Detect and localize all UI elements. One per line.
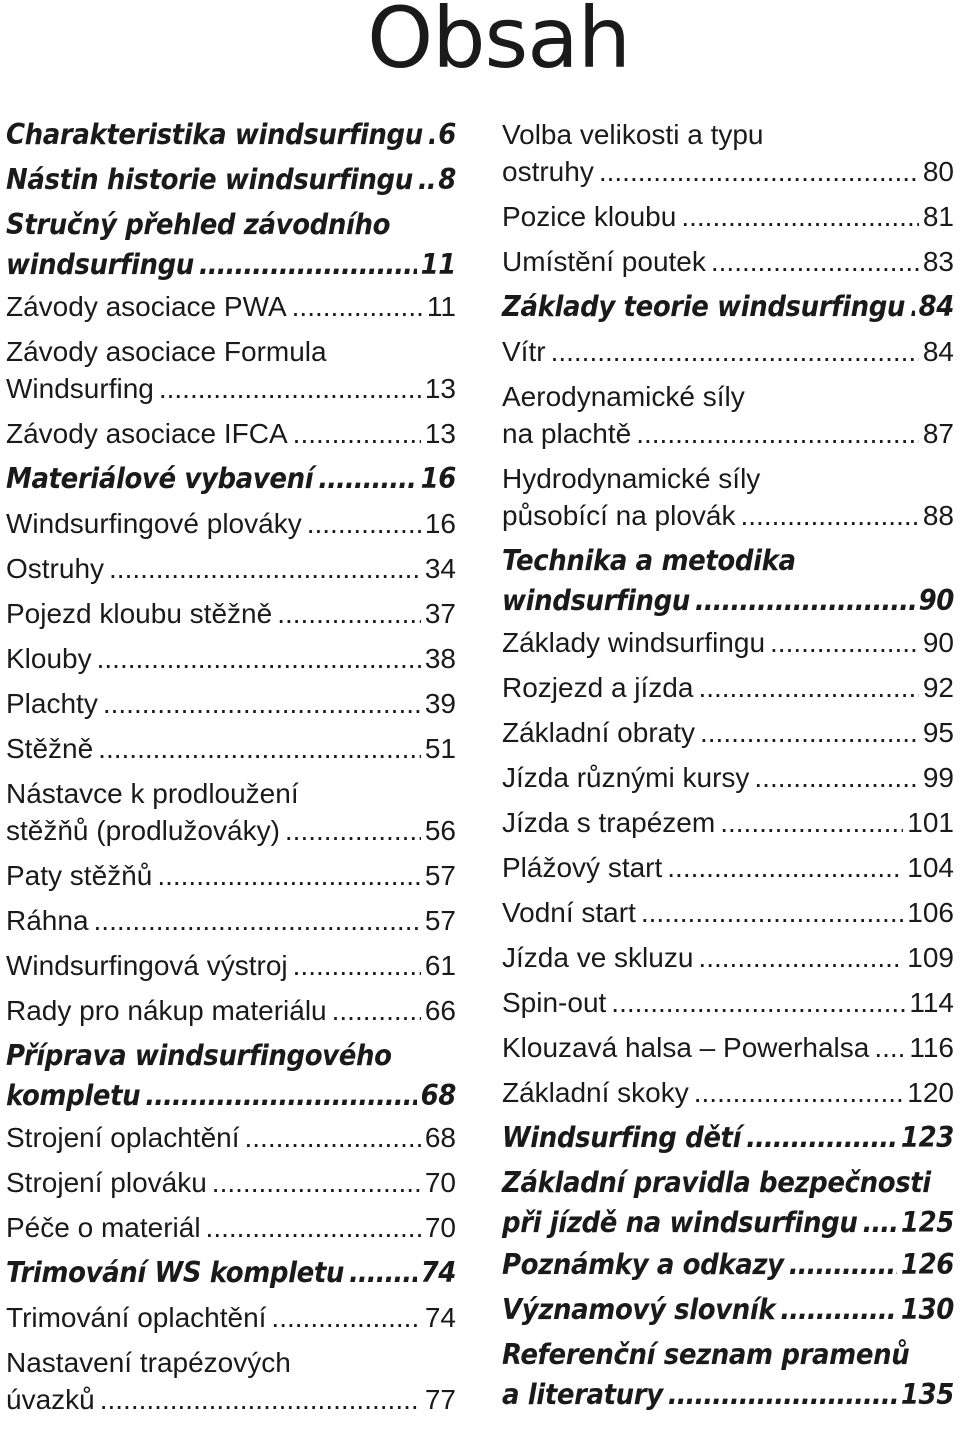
toc-entry-title: působící na plovák	[502, 500, 736, 531]
toc-entry-title: Klouby	[6, 643, 92, 674]
dot-leader	[641, 894, 903, 931]
toc-section-entry[interactable]	[6, 161, 456, 201]
page-number: 13	[424, 373, 456, 404]
toc-section-entry[interactable]	[6, 1254, 456, 1294]
toc-entry-title: Materiálové vybavení	[6, 463, 314, 496]
dot-leader	[667, 849, 903, 886]
page-number: 70	[424, 1212, 456, 1243]
toc-section-entry[interactable]	[502, 1291, 954, 1331]
page-title: Obsah	[367, 0, 630, 87]
toc-entry[interactable]	[502, 198, 954, 235]
toc-entry-title: úvazků	[6, 1384, 95, 1415]
toc-section-entry[interactable]	[502, 1164, 954, 1244]
toc-entry-title: Strojení plováku	[6, 1167, 207, 1198]
dot-leader	[428, 116, 434, 156]
toc-entry[interactable]	[502, 624, 954, 661]
toc-entry[interactable]	[502, 1074, 954, 1111]
toc-entry-title: windsurfingu	[502, 585, 690, 618]
page-number: 51	[424, 733, 456, 764]
toc-entry[interactable]	[502, 759, 954, 796]
toc-entry-title: Rozjezd a jízda	[502, 672, 694, 703]
toc-section-entry[interactable]	[502, 288, 954, 328]
toc-entry[interactable]	[6, 902, 456, 939]
toc-entry-title: Nástin historie windsurfingu	[6, 164, 413, 197]
toc-entry[interactable]	[6, 505, 456, 542]
toc-entry[interactable]	[6, 685, 456, 722]
toc-entry[interactable]	[6, 333, 456, 407]
toc-entry-title: Základy teorie windsurfingu	[502, 291, 906, 324]
toc-left-column	[6, 116, 456, 1426]
dot-leader	[145, 1077, 416, 1117]
page-number: 16	[424, 508, 456, 539]
page-number: 11	[426, 291, 456, 322]
dot-leader	[862, 1204, 896, 1244]
toc-section-entry[interactable]	[502, 1336, 954, 1416]
dot-leader	[681, 198, 919, 235]
page-number: 68	[420, 1080, 456, 1113]
toc-entry[interactable]	[502, 378, 954, 452]
dot-leader	[100, 1381, 421, 1418]
toc-entry-title: Charakteristika windsurfingu	[6, 119, 423, 152]
toc-entry[interactable]	[502, 243, 954, 280]
dot-leader	[97, 640, 421, 677]
toc-entry[interactable]	[6, 595, 456, 632]
dot-leader	[698, 939, 903, 976]
page-number: 16	[420, 463, 456, 496]
toc-entry-title: Pozice kloubu	[502, 201, 677, 232]
toc-entry-title: stěžňů (prodlužováky)	[6, 815, 280, 846]
dot-leader	[292, 288, 423, 325]
page-number: 74	[420, 1257, 456, 1290]
page-number: 109	[907, 942, 954, 973]
toc-entry-title: Strojení oplachtění	[6, 1122, 240, 1153]
dot-leader	[599, 153, 919, 190]
page-number: 99	[922, 762, 954, 793]
page-number: 70	[424, 1167, 456, 1198]
toc-entry[interactable]	[502, 939, 954, 976]
toc-entry-title: ostruhy	[502, 156, 594, 187]
toc-entry-title: Péče o materiál	[6, 1212, 201, 1243]
toc-entry[interactable]	[502, 984, 954, 1021]
page-number: 57	[424, 860, 456, 891]
toc-entry-title: Jízda s trapézem	[502, 807, 716, 838]
page-number: 120	[907, 1077, 954, 1108]
toc-entry-title: Rady pro nákup materiálu	[6, 995, 327, 1026]
dot-leader	[720, 804, 903, 841]
page-number: 84	[922, 336, 954, 367]
toc-entry[interactable]	[502, 460, 954, 534]
toc-entry-title: Paty stěžňů	[6, 860, 153, 891]
toc-entry[interactable]	[502, 894, 954, 931]
dot-leader	[206, 1209, 421, 1246]
toc-entry-title: Poznámky a odkazy	[502, 1249, 784, 1282]
toc-entry-title: Základní pravidla bezpečnosti	[502, 1167, 931, 1200]
page-number: 125	[900, 1207, 954, 1240]
dot-leader	[349, 1254, 417, 1294]
toc-entry[interactable]	[6, 1119, 456, 1156]
toc-entry-title: Závody asociace IFCA	[6, 418, 288, 449]
toc-section-entry[interactable]	[6, 460, 456, 500]
page-number: 38	[424, 643, 456, 674]
page-number: 116	[909, 1032, 954, 1063]
dot-leader	[700, 714, 919, 751]
page-number: 88	[922, 500, 954, 531]
page-number: 6	[438, 119, 456, 152]
page-number: 92	[922, 672, 954, 703]
toc-entry-title: Ráhna	[6, 905, 89, 936]
dot-leader	[332, 992, 421, 1029]
dot-leader	[551, 333, 919, 370]
toc-entry-title: Trimování oplachtění	[6, 1302, 267, 1333]
page-number: 61	[424, 950, 456, 981]
toc-section-entry[interactable]	[6, 206, 456, 286]
toc-entry[interactable]	[502, 669, 954, 706]
toc-entry-title: Windsurfing dětí	[502, 1122, 742, 1155]
dot-leader	[741, 497, 919, 534]
toc-entry-title: a literatury	[502, 1379, 663, 1412]
page-number: 80	[922, 156, 954, 187]
page-number: 56	[424, 815, 456, 846]
dot-leader	[293, 415, 421, 452]
toc-entry[interactable]	[502, 804, 954, 841]
dot-leader	[109, 550, 421, 587]
dot-leader	[636, 415, 919, 452]
page-number: 57	[424, 905, 456, 936]
toc-entry-title: Klouzavá halsa – Powerhalsa	[502, 1032, 870, 1063]
toc-entry-title: Nástavce k prodloužení	[6, 778, 299, 809]
page-number: 68	[424, 1122, 456, 1153]
dot-leader	[271, 1299, 420, 1336]
toc-entry-title: Pojezd kloubu stěžně	[6, 598, 273, 629]
page-number: 106	[907, 897, 954, 928]
dot-leader	[293, 947, 421, 984]
page-number: 101	[907, 807, 954, 838]
toc-entry[interactable]	[6, 775, 456, 849]
page-number: 34	[424, 553, 456, 584]
toc-entry[interactable]	[6, 1209, 456, 1246]
toc-entry-title: Hydrodynamické síly	[502, 463, 761, 494]
dot-leader	[285, 812, 421, 849]
dot-leader	[157, 857, 421, 894]
dot-leader	[695, 582, 915, 622]
toc-entry-title: Základy windsurfingu	[502, 627, 766, 658]
page-number: 66	[424, 995, 456, 1026]
toc-entry-title: Ostruhy	[6, 553, 105, 584]
toc-entry-title: kompletu	[6, 1080, 141, 1113]
toc-section-entry[interactable]	[6, 1037, 456, 1117]
toc-entry[interactable]	[6, 415, 456, 452]
dot-leader	[754, 759, 918, 796]
page-number: 84	[918, 291, 954, 324]
toc-entry-title: Aerodynamické síly	[502, 381, 745, 412]
toc-entry-title: Windsurfing	[6, 373, 154, 404]
toc-entry[interactable]	[6, 947, 456, 984]
toc-entry[interactable]	[502, 849, 954, 886]
toc-entry-title: Plážový start	[502, 852, 663, 883]
toc-entry[interactable]	[6, 1164, 456, 1201]
dot-leader	[212, 1164, 421, 1201]
page-number: 77	[424, 1384, 456, 1415]
dot-leader	[611, 984, 905, 1021]
page-number: 87	[922, 418, 954, 449]
dot-leader	[789, 1246, 897, 1286]
page-number: 83	[922, 246, 954, 277]
toc-entry-title: Plachty	[6, 688, 98, 719]
page-number: 126	[900, 1249, 954, 1282]
dot-leader	[770, 624, 919, 661]
dot-leader	[318, 460, 416, 500]
page-number: 90	[922, 627, 954, 658]
toc-entry-title: Trimování WS kompletu	[6, 1257, 345, 1290]
toc-entry[interactable]	[6, 1299, 456, 1336]
toc-entry-title: windsurfingu	[6, 249, 194, 282]
dot-leader	[98, 730, 421, 767]
toc-section-entry[interactable]	[502, 1119, 954, 1159]
toc-entry-title: Jízda různými kursy	[502, 762, 750, 793]
page-number: 81	[922, 201, 954, 232]
toc-entry-title: Závody asociace Formula	[6, 336, 327, 367]
toc-entry[interactable]	[502, 116, 954, 190]
toc-entry-title: Významový slovník	[502, 1294, 776, 1327]
dot-leader	[780, 1291, 897, 1331]
toc-right-column	[502, 116, 954, 1418]
dot-leader	[307, 505, 421, 542]
page-number: 130	[900, 1294, 954, 1327]
toc-entry-title: Vítr	[502, 336, 546, 367]
toc-entry-title: Windsurfingové plováky	[6, 508, 302, 539]
toc-entry[interactable]	[6, 857, 456, 894]
page-number: 90	[918, 585, 954, 618]
toc-entry-title: Závody asociace PWA	[6, 291, 287, 322]
dot-leader	[711, 243, 919, 280]
page-number: 123	[900, 1122, 954, 1155]
dot-leader	[698, 669, 918, 706]
toc-entry-title: Vodní start	[502, 897, 636, 928]
toc-entry-title: na plachtě	[502, 418, 632, 449]
toc-entry-title: Umístění poutek	[502, 246, 706, 277]
dot-leader	[746, 1119, 897, 1159]
dot-leader	[668, 1376, 897, 1416]
dot-leader	[94, 902, 421, 939]
page-number: 37	[424, 598, 456, 629]
toc-entry-title: Referenční seznam pramenů	[502, 1339, 910, 1372]
toc-entry[interactable]	[6, 1344, 456, 1418]
toc-entry-title: Základní skoky	[502, 1077, 689, 1108]
dot-leader	[874, 1029, 905, 1066]
dot-leader	[159, 370, 421, 407]
toc-entry[interactable]	[6, 730, 456, 767]
toc-entry-title: Stručný přehled závodního	[6, 209, 391, 242]
toc-entry-title: Základní obraty	[502, 717, 695, 748]
toc-entry-title: Spin-out	[502, 987, 607, 1018]
dot-leader	[245, 1119, 421, 1156]
page-number: 104	[907, 852, 954, 883]
page-number: 13	[424, 418, 456, 449]
page-number: 11	[420, 249, 456, 282]
dot-leader	[910, 288, 915, 328]
toc-section-entry[interactable]	[6, 116, 456, 156]
toc-entry[interactable]	[6, 288, 456, 325]
toc-entry[interactable]	[502, 1029, 954, 1066]
toc-entry-title: Příprava windsurfingového	[6, 1040, 392, 1073]
page-number: 74	[424, 1302, 456, 1333]
toc-entry[interactable]	[6, 992, 456, 1029]
dot-leader	[103, 685, 421, 722]
toc-section-entry[interactable]	[502, 1246, 954, 1286]
page-number: 114	[909, 987, 954, 1018]
dot-leader	[418, 161, 434, 201]
page-number: 8	[438, 164, 456, 197]
page-number: 95	[922, 717, 954, 748]
toc-entry-title: Windsurfingová výstroj	[6, 950, 288, 981]
toc-entry-title: při jízdě na windsurfingu	[502, 1207, 858, 1240]
toc-section-entry[interactable]	[502, 542, 954, 622]
toc-entry-title: Jízda ve skluzu	[502, 942, 694, 973]
toc-entry[interactable]	[502, 714, 954, 751]
page-number: 39	[424, 688, 456, 719]
toc-entry-title: Nastavení trapézových	[6, 1347, 291, 1378]
toc-entry[interactable]	[6, 550, 456, 587]
toc-entry-title: Technika a metodika	[502, 545, 796, 578]
dot-leader	[694, 1074, 904, 1111]
dot-leader	[277, 595, 421, 632]
dot-leader	[199, 246, 417, 286]
page-number: 135	[900, 1379, 954, 1412]
toc-entry[interactable]	[502, 333, 954, 370]
toc-entry-title: Stěžně	[6, 733, 94, 764]
toc-entry-title: Volba velikosti a typu	[502, 119, 764, 150]
toc-entry[interactable]	[6, 640, 456, 677]
